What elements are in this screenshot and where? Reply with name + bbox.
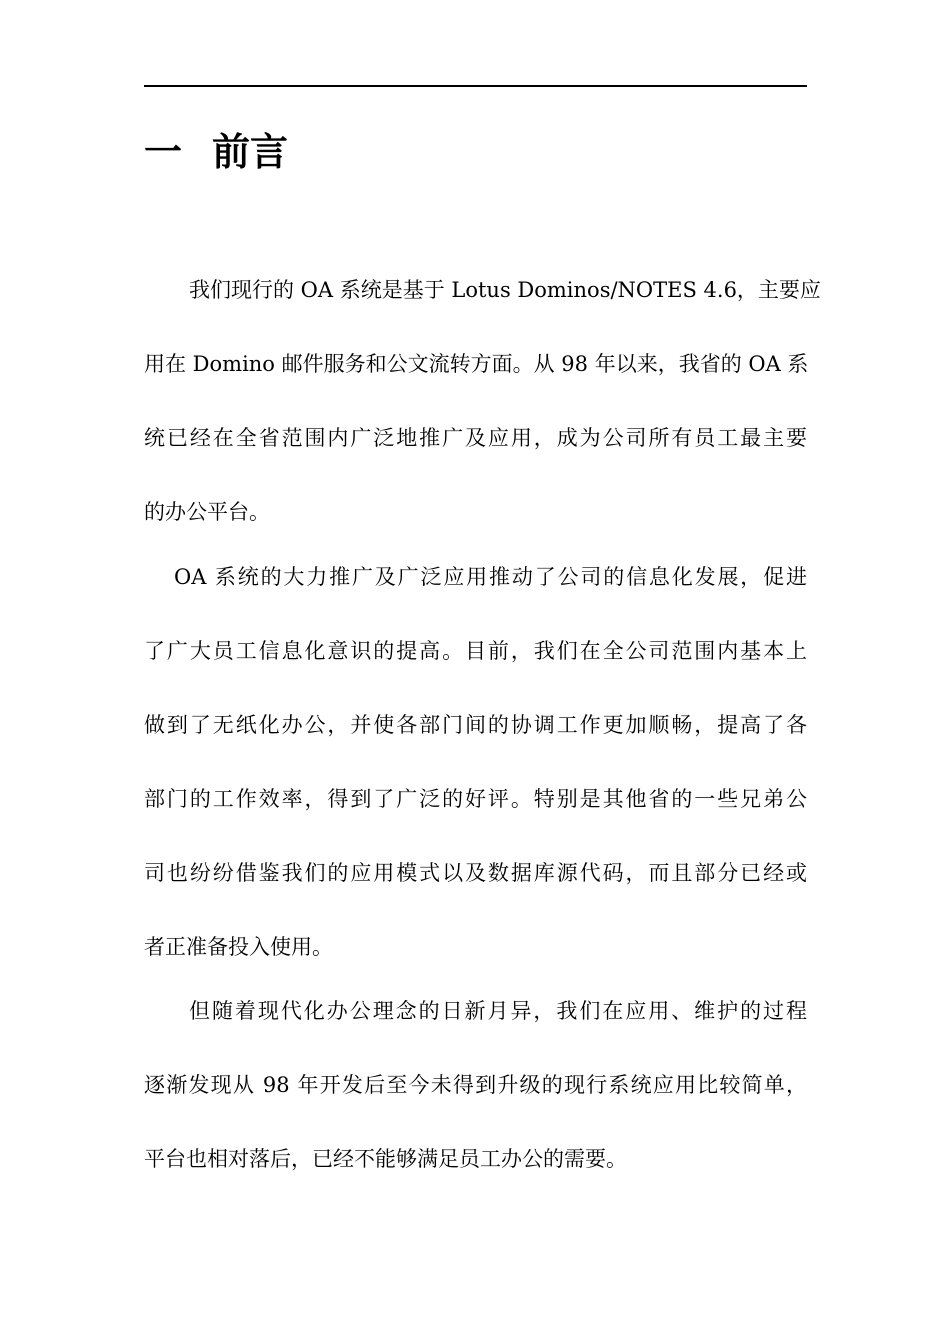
paragraph-line: 平台也相对落后，已经不能够满足员工办公的需要。	[144, 1147, 627, 1171]
paragraph-line: 了广大员工信息化意识的提高。目前，我们在全公司范围内基本上	[144, 639, 807, 663]
paragraph-line: 司也纷纷借鉴我们的应用模式以及数据库源代码，而且部分已经或	[144, 861, 807, 885]
paragraph-line: OA 系统的大力推广及广泛应用推动了公司的信息化发展，促进	[174, 565, 807, 589]
paragraph-line: 的办公平台。	[144, 500, 270, 524]
section-number: 一	[144, 129, 183, 174]
section-heading	[144, 126, 288, 178]
paragraph-line: 统已经在全省范围内广泛地推广及应用，成为公司所有员工最主要	[144, 426, 807, 450]
paragraph-line: 者正准备投入使用。	[144, 935, 333, 959]
paragraph-line: 做到了无纸化办公，并使各部门间的协调工作更加顺畅，提高了各	[144, 713, 807, 737]
paragraph-line: 部门的工作效率，得到了广泛的好评。特别是其他省的一些兄弟公	[144, 787, 807, 811]
section-title: 前言	[212, 129, 289, 174]
header-rule	[144, 85, 807, 87]
paragraph-line: 逐渐发现从 98 年开发后至今未得到升级的现行系统应用比较简单，	[144, 1073, 807, 1097]
paragraph-line: 我们现行的 OA 系统是基于 Lotus Dominos/NOTES 4.6，主要应	[189, 278, 821, 302]
paragraph-line: 用在 Domino 邮件服务和公文流转方面。从 98 年以来，我省的 OA 系	[144, 352, 809, 376]
paragraph-line: 但随着现代化办公理念的日新月异，我们在应用、维护的过程	[189, 999, 807, 1023]
